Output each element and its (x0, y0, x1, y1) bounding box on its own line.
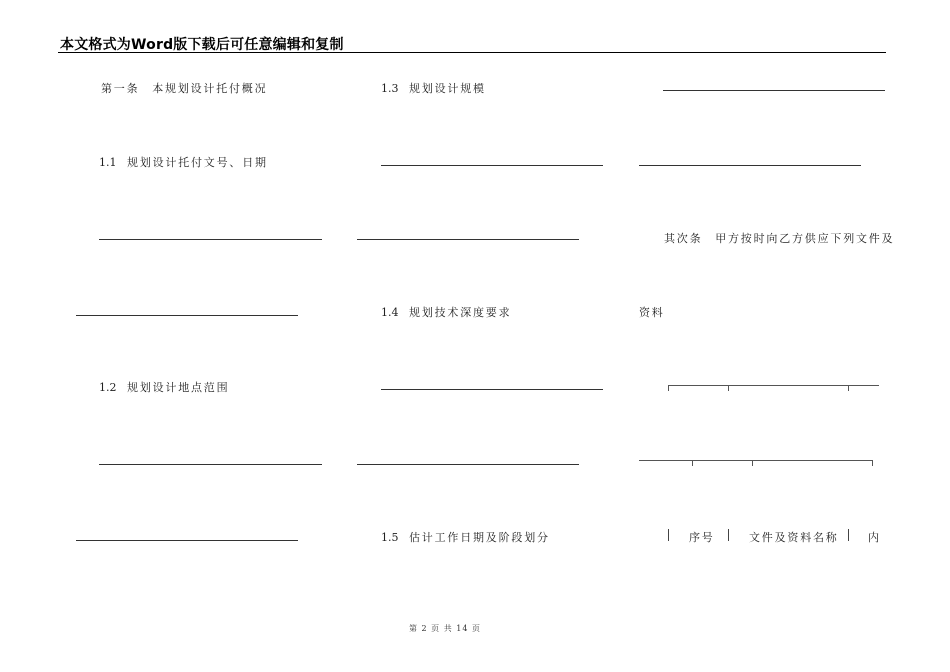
blank-line (381, 389, 603, 390)
blank-line (357, 239, 579, 240)
item-1-4-number: 1.4 (381, 306, 399, 319)
item-1-3 (381, 80, 486, 96)
blank-line (357, 464, 579, 465)
table-tick (728, 385, 729, 391)
document-header-title: 本文格式为Word版下载后可任意编辑和复制 (60, 37, 344, 53)
item-1-5 (381, 529, 550, 545)
table-tick (872, 460, 873, 466)
item-1-1 (99, 154, 268, 170)
item-1-2-number: 1.2 (99, 381, 117, 394)
table-cell-border (668, 529, 669, 541)
item-1-2-text: 规划设计地点范围 (127, 381, 230, 394)
article-2-continuation: 资料 (639, 306, 665, 319)
table-cell-border (728, 529, 729, 541)
item-1-3-text: 规划设计规模 (409, 82, 486, 95)
item-1-5-number: 1.5 (381, 531, 399, 544)
item-1-3-number: 1.3 (381, 82, 399, 95)
page-number-footer: 第 2 页 共 14 页 (409, 624, 481, 633)
blank-line (99, 464, 322, 465)
item-1-2 (99, 379, 229, 395)
blank-line (76, 540, 298, 541)
table-rule (639, 460, 872, 461)
item-1-1-number: 1.1 (99, 156, 117, 169)
blank-line (76, 315, 298, 316)
item-1-4-text: 规划技术深度要求 (409, 306, 512, 319)
table-header-serial: 序号 (689, 531, 715, 544)
table-tick (848, 385, 849, 391)
blank-line (381, 165, 603, 166)
item-1-4 (381, 304, 511, 320)
blank-line (663, 90, 885, 91)
table-header-content: 内 (868, 531, 881, 544)
item-1-1-text: 规划设计托付文号、日期 (127, 156, 268, 169)
table-tick (668, 385, 669, 391)
item-1-5-text: 估计工作日期及阶段划分 (409, 531, 550, 544)
table-cell-border (848, 529, 849, 541)
blank-line (639, 165, 861, 166)
article-1-heading: 第一条 本规划设计托付概况 (101, 82, 268, 95)
article-2-heading: 其次条 甲方按时向乙方供应下列文件及 (664, 232, 895, 245)
table-tick (752, 460, 753, 466)
table-header-document-name: 文件及资料名称 (749, 531, 839, 544)
header-divider (58, 52, 886, 53)
blank-line (99, 239, 322, 240)
table-tick (692, 460, 693, 466)
